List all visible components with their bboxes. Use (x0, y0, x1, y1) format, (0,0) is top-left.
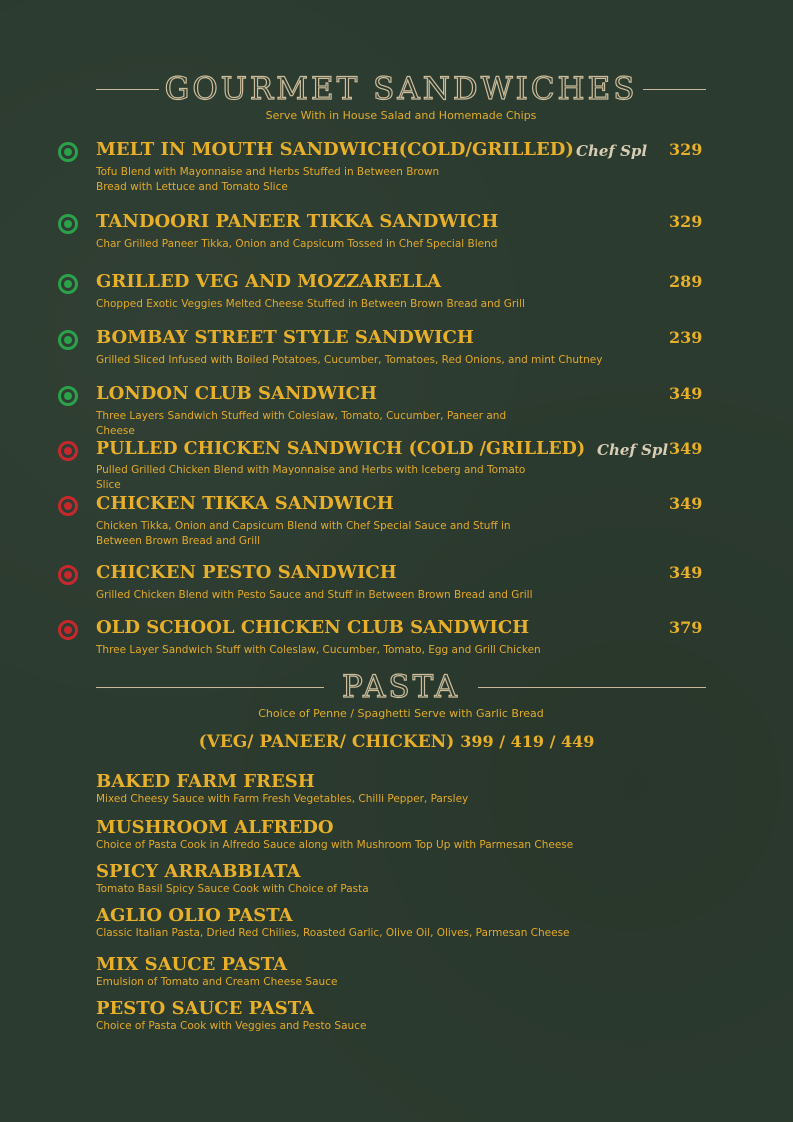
nonveg-indicator-icon (58, 620, 78, 640)
item-description: Three Layers Sandwich Stuffed with Coleslaw, Tomato, Cucumber, Paneer and Cheese (96, 410, 507, 437)
item-price: 349 (669, 563, 703, 582)
sandwiches-title: GOURMET SANDWICHES (164, 71, 638, 107)
veg-indicator-icon (58, 274, 78, 294)
item-name: LONDON CLUB SANDWICH (96, 383, 377, 404)
title-rule-right (478, 687, 706, 688)
pasta-name: MIX SAUCE PASTA (96, 954, 288, 975)
nonveg-indicator-icon (58, 441, 78, 461)
pasta-description: Emulsion of Tomato and Cream Cheese Sauce (96, 976, 338, 988)
item-price: 239 (669, 328, 703, 347)
item-name: PULLED CHICKEN SANDWICH (COLD /GRILLED) (96, 439, 586, 459)
pasta-item (96, 906, 570, 940)
pasta-item (96, 818, 573, 852)
item-name: CHICKEN PESTO SANDWICH (96, 562, 397, 583)
chef-special-tag: Chef Spl (576, 142, 648, 160)
item-description: Tofu Blend with Mayonnaise and Herbs Stuffed in Between Brown Bread with Lettuce and Tomato Slice (96, 166, 440, 193)
pasta-description: Choice of Pasta Cook in Alfredo Sauce along with Mushroom Top Up with Parmesan Cheese (96, 839, 574, 851)
pasta-description: Choice of Pasta Cook with Veggies and Pesto Sauce (96, 1020, 367, 1032)
title-rule-right (643, 89, 706, 90)
sandwiches-section-title (96, 69, 706, 109)
item-name: CHICKEN TIKKA SANDWICH (96, 493, 394, 514)
pasta-subtitle: Choice of Penne / Spaghetti Serve with Garlic Bread (258, 707, 544, 720)
item-description: Grilled Sliced Infused with Boiled Potatoes, Cucumber, Tomatoes, Red Onions, and mint Chutney (96, 354, 603, 366)
pasta-description: Classic Italian Pasta, Dried Red Chilies, Roasted Garlic, Olive Oil, Olives, Parmesan Cheese (96, 927, 570, 939)
item-price: 349 (669, 384, 703, 403)
pasta-description: Mixed Cheesy Sauce with Farm Fresh Vegetables, Chilli Pepper, Parsley (96, 793, 469, 805)
item-price: 349 (669, 439, 703, 458)
veg-indicator-icon (58, 386, 78, 406)
item-price: 289 (669, 272, 703, 291)
item-name: BOMBAY STREET STYLE SANDWICH (96, 327, 474, 348)
veg-indicator-icon (58, 214, 78, 234)
item-description: Chopped Exotic Veggies Melted Cheese Stuffed in Between Brown Bread and Grill (96, 298, 525, 310)
item-description: Chicken Tikka, Onion and Capsicum Blend with Chef Special Sauce and Stuff in Between Brown Bread and Grill (96, 520, 511, 547)
veg-indicator-icon (58, 330, 78, 350)
pasta-price-line (0, 732, 793, 752)
item-price: 349 (669, 494, 703, 513)
pasta-name: MUSHROOM ALFREDO (96, 817, 334, 838)
pasta-description: Tomato Basil Spicy Sauce Cook with Choice of Pasta (96, 883, 369, 895)
nonveg-indicator-icon (58, 565, 78, 585)
pasta-item (96, 999, 366, 1033)
pasta-variants: (VEG/ PANEER/ CHICKEN) (198, 732, 455, 752)
item-price: 329 (669, 212, 703, 231)
sandwiches-subtitle: Serve With in House Salad and Homemade Chips (265, 109, 537, 122)
veg-indicator-icon (58, 142, 78, 162)
item-name: GRILLED VEG AND MOZZARELLA (96, 271, 442, 292)
pasta-name: AGLIO OLIO PASTA (96, 905, 293, 926)
pasta-name: BAKED FARM FRESH (96, 771, 315, 792)
pasta-item (96, 862, 369, 896)
pasta-item (96, 955, 337, 989)
item-description: Pulled Grilled Chicken Blend with Mayonnaise and Herbs with Iceberg and Tomato Slice (96, 464, 526, 491)
item-price: 329 (669, 140, 703, 159)
item-name: OLD SCHOOL CHICKEN CLUB SANDWICH (96, 617, 530, 638)
pasta-item (96, 772, 468, 806)
title-rule-left (96, 687, 324, 688)
item-description: Char Grilled Paneer Tikka, Onion and Capsicum Tossed in Chef Special Blend (96, 238, 498, 250)
pasta-name: PESTO SAUCE PASTA (96, 998, 315, 1019)
pasta-prices: 399 / 419 / 449 (460, 732, 595, 751)
chef-special-tag: Chef Spl (597, 441, 669, 459)
item-description: Grilled Chicken Blend with Pesto Sauce and Stuff in Between Brown Bread and Grill (96, 589, 533, 601)
item-name: MELT IN MOUTH SANDWICH(COLD/GRILLED) (96, 139, 574, 160)
pasta-name: SPICY ARRABBIATA (96, 861, 301, 882)
item-description: Three Layer Sandwich Stuff with Coleslaw, Cucumber, Tomato, Egg and Grill Chicken (96, 644, 541, 656)
item-name: TANDOORI PANEER TIKKA SANDWICH (96, 211, 499, 232)
pasta-section-title (96, 667, 706, 707)
pasta-title: PASTA (342, 669, 461, 705)
title-rule-left (96, 89, 159, 90)
item-price: 379 (669, 618, 703, 637)
nonveg-indicator-icon (58, 496, 78, 516)
